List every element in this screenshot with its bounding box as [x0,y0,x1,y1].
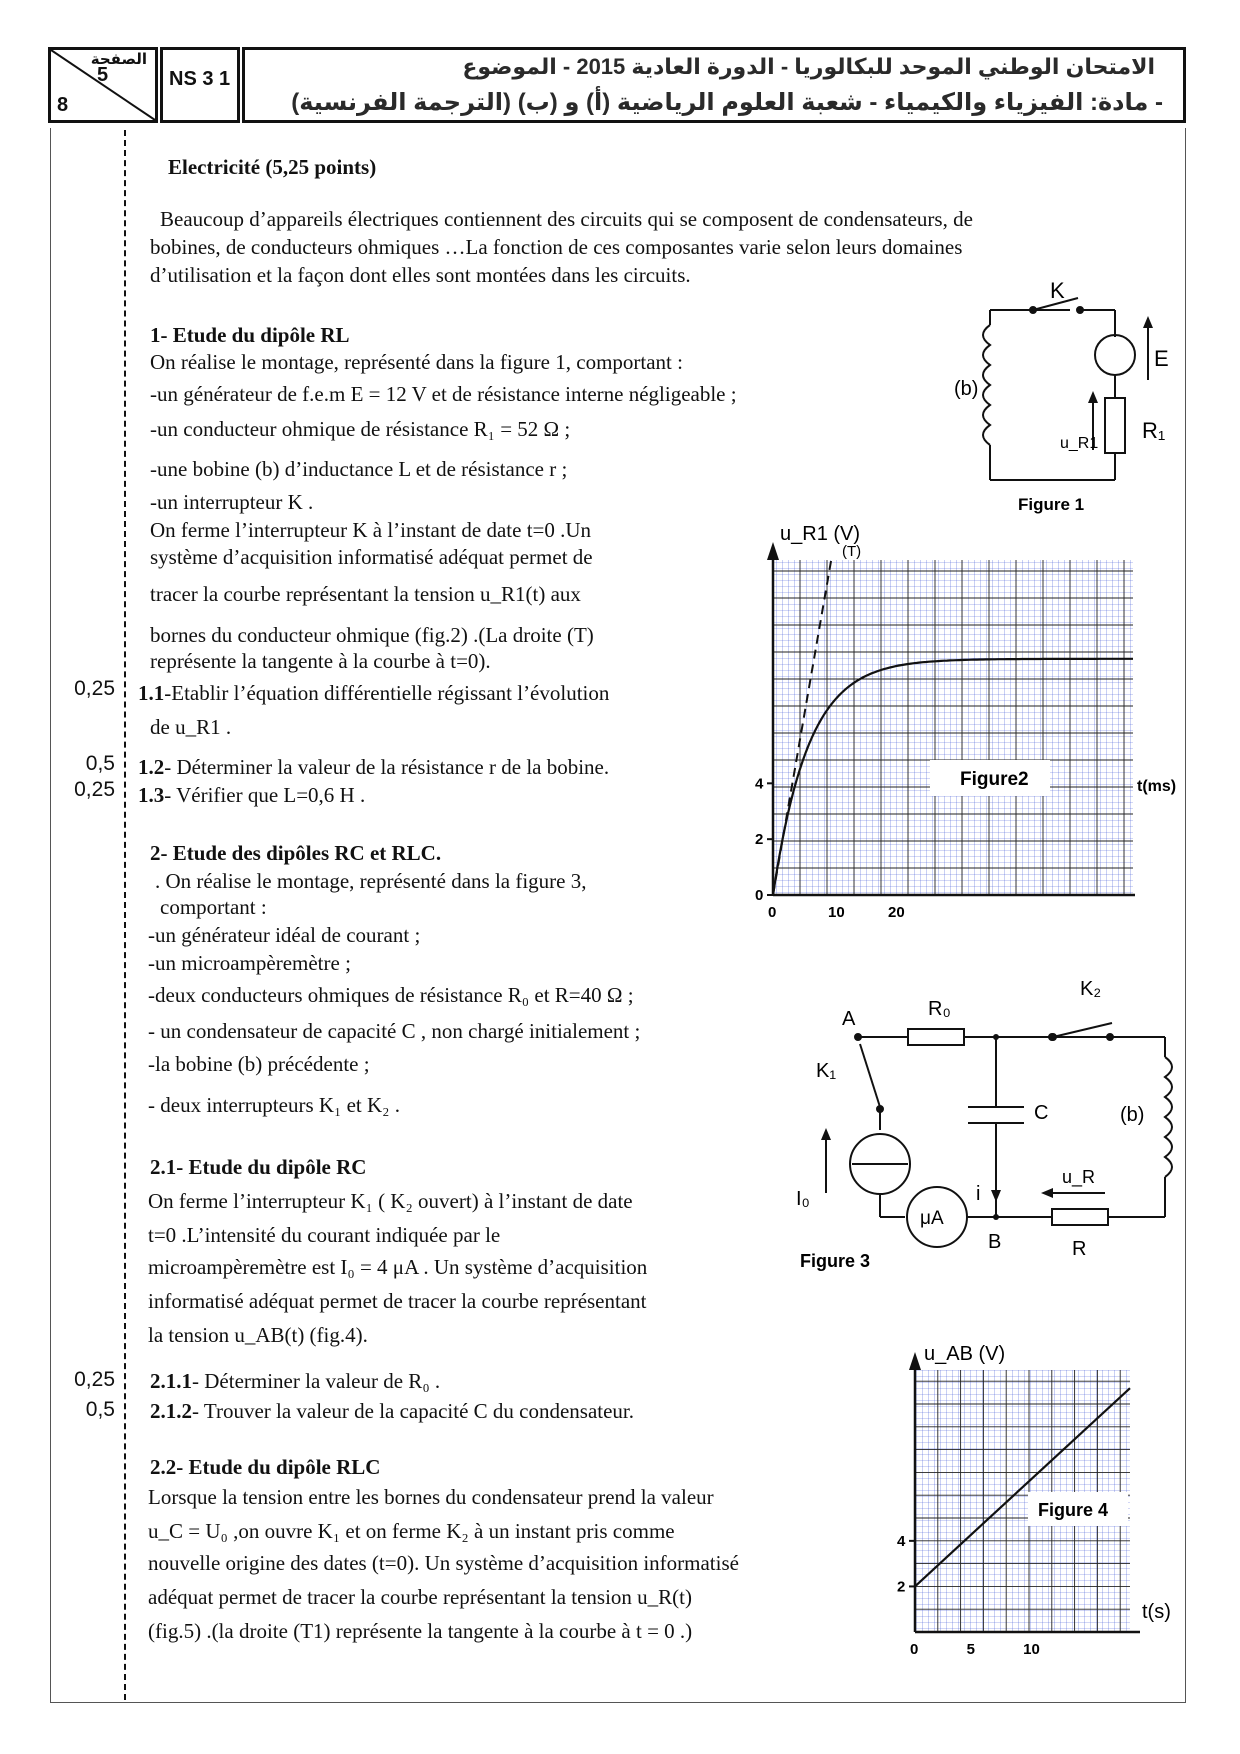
exam-title-line1: الامتحان الوطني الموحد للبكالوريا - الدورة العادية 2015 - الموضوع [462,54,1155,79]
part21-line: microampèremètre est I₀ = 4 μA . Un système d’acquisition [148,1255,648,1279]
figure4-chart [880,1340,1200,1665]
part2-line: -deux conducteurs ohmiques de résistance R₀ et R=40 Ω ; [148,983,634,1007]
points: 0,25 [74,778,115,801]
part21-title: 2.1- Etude du dipôle RC [150,1155,367,1179]
question-1-3: 1.3- Vérifier que L=0,6 H . [138,783,366,807]
part1-title: 1- Etude du dipôle RL [150,323,350,347]
figure2-caption: Figure2 [960,769,1029,790]
figure1-caption: Figure 1 [1018,495,1085,514]
x-tick-label: 0 [910,1641,919,1658]
figure3-circuit [780,965,1200,1295]
question-2-1-2: 2.1.2- Trouver la valeur de la capacité C du condensateur. [150,1399,635,1423]
figure1-circuit [940,280,1180,520]
label-R0: R₀ [928,998,951,1020]
points: 0,25 [74,677,115,700]
label-I0: I₀ [796,1188,810,1210]
exam-title-box [242,47,1186,123]
part2-line: -un microampèremètre ; [148,951,351,975]
y-tick-label: 4 [897,1532,906,1550]
x-tick-label: 5 [966,1641,975,1658]
label-uR1: u_R1 [1060,435,1099,452]
label-b: (b) [1120,1104,1145,1126]
figure2-xlabel: t(ms) [1137,778,1177,795]
part1-line: tracer la courbe représentant la tension u_R1(t) aux [150,582,581,606]
label-A: A [842,1008,856,1030]
label-R: R [1072,1238,1087,1260]
figure2-ylabel: u_R1 (V) [780,523,861,545]
tangent-label: (T) [842,543,862,560]
part1-line: système d’acquisition informatisé adéquat permet de [150,545,593,569]
label-C: C [1034,1102,1049,1124]
x-tick-label: 10 [828,904,845,921]
points: 0,5 [85,1398,115,1421]
figure2-chart [740,520,1190,940]
x-tick-label: 20 [888,904,905,921]
label-microammeter: μA [920,1208,944,1229]
part21-line: informatisé adéquat permet de tracer la courbe représentant [148,1289,647,1313]
y-tick-label: 4 [755,775,764,793]
label-E: E [1154,346,1169,371]
part22-line: Lorsque la tension entre les bornes du condensateur prend la valeur [148,1485,714,1509]
part22-line: u_C = U₀ ,on ouvre K₁ et on ferme K₂ à un instant pris comme [148,1519,675,1543]
part2-title: 2- Etude des dipôles RC et RLC. [150,841,442,865]
intro-line: bobines, de conducteurs ohmiques …La fonction de ces composantes varie selon leurs domaines [150,235,963,259]
y-tick-label: 2 [755,831,764,849]
exam-code-box [160,47,240,123]
exam-title-line2: - مادة: الفيزياء والكيمياء - شعبة العلوم الرياضية (أ) و (ب) (الترجمة الفرنسية) [291,89,1163,116]
part1-line: -une bobine (b) d’inductance L et de résistance r ; [150,457,568,481]
intro-line: Beaucoup d’appareils électriques contiennent des circuits qui se composent de condensateurs, de [160,207,973,231]
figure4-ylabel: u_AB (V) [924,1343,1006,1365]
x-tick-label: 0 [768,904,777,921]
label-R1: R₁ [1142,418,1166,443]
part2-line: - deux interrupteurs K₁ et K₂ . [148,1093,400,1117]
question-1-2: 1.2- Déterminer la valeur de la résistance r de la bobine. [138,755,610,779]
part1-line: On réalise le montage, représenté dans la figure 1, comportant : [150,350,683,374]
part22-line: adéquat permet de tracer la courbe représentant la tension u_R(t) [148,1585,693,1609]
y-tick-label: 2 [897,1578,906,1596]
question-1-1: 1.1-Etablir l’équation différentielle régissant l’évolution [138,681,610,705]
part22-line: nouvelle origine des dates (t=0). Un système d’acquisition informatisé [148,1551,739,1575]
points: 0,25 [74,1368,115,1391]
label-K2: K₂ [1080,978,1102,1000]
margin-dashed-line [124,130,126,1700]
label-i: i [976,1183,981,1205]
part21-line: t=0 .L’intensité du courant indiquée par le [148,1223,501,1247]
part2-line: - un condensateur de capacité C , non chargé initialement ; [148,1019,641,1043]
part21-line: la tension u_AB(t) (fig.4). [148,1323,368,1347]
figure3-caption: Figure 3 [800,1251,871,1271]
intro-line: d’utilisation et la façon dont elles sont montées dans les circuits. [150,263,691,287]
label-B: B [988,1231,1002,1253]
exam-code: NS 3 1 [169,68,231,90]
part2-line: -la bobine (b) précédente ; [148,1052,370,1076]
part2-line: comportant : [160,895,267,919]
part2-line: . On réalise le montage, représenté dans la figure 3, [155,869,587,893]
part21-line: On ferme l’interrupteur K₁ ( K₂ ouvert) à l’instant de date [148,1189,633,1213]
label-K1: K₁ [816,1060,837,1082]
part1-line: -un générateur de f.e.m E = 12 V et de résistance interne négligeable ; [150,382,737,406]
part1-line: On ferme l’interrupteur K à l’instant de date t=0 .Un [150,518,592,542]
part1-line: bornes du conducteur ohmique (fig.2) .(La droite (T) [150,623,594,647]
page-number-box [48,47,158,123]
part2-line: -un générateur idéal de courant ; [148,923,421,947]
points: 0,5 [85,752,115,775]
label-K: K [1050,280,1065,303]
figure4-xlabel: t(s) [1142,1601,1171,1623]
part1-line: -un conducteur ohmique de résistance R₁ = 52 Ω ; [150,417,571,441]
label-uR: u_R [1062,1167,1096,1187]
x-tick-label: 10 [1023,1641,1040,1658]
page-label-ar: الصفحة [90,51,147,68]
y-tick-label: 0 [755,887,764,904]
question-1-1-cont: de u_R1 . [150,715,232,739]
page-total: 8 [57,94,69,116]
question-2-1-1: 2.1.1- Déterminer la valeur de R₀ . [150,1369,441,1393]
figure4-caption: Figure 4 [1038,1500,1109,1520]
part22-line: (fig.5) .(la droite (T1) représente la tangente à la courbe à t = 0 .) [148,1619,693,1643]
section-title: Electricité (5,25 points) [168,155,377,179]
page-number: 5 [97,64,109,86]
part1-line: -un interrupteur K . [150,490,314,514]
part22-title: 2.2- Etude du dipôle RLC [150,1455,381,1479]
part1-line: représente la tangente à la courbe à t=0). [150,649,491,673]
label-b: (b) [954,378,979,400]
